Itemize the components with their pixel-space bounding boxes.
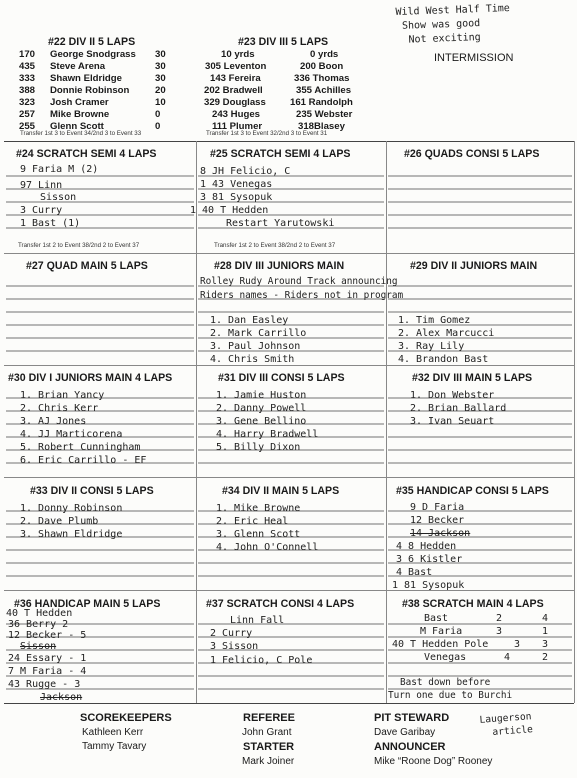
rider-a: 305 Leventon	[205, 61, 267, 72]
event37-title: #37 SCRATCH CONSI 4 LAPS	[206, 598, 355, 610]
pit-steward-label: PIT STEWARD	[374, 712, 450, 724]
place: 4	[504, 652, 511, 663]
entry: 5. Robert Cunningham	[20, 442, 141, 453]
entry: 2. Mark Carrillo	[210, 328, 307, 339]
event33-title: #33 DIV II CONSI 5 LAPS	[30, 485, 154, 497]
event30-title: #30 DIV I JUNIORS MAIN 4 LAPS	[8, 372, 173, 384]
position: 2	[542, 652, 549, 663]
entry: 2. Eric Heal	[216, 516, 289, 527]
entry: 97 Linn	[20, 180, 63, 191]
rider-a: 329 Douglass	[204, 97, 266, 108]
announcer-name: Mike “Roone Dog” Rooney	[374, 756, 493, 767]
entry: Restart Yarutowski	[226, 218, 335, 229]
margin-note-line: Laugerson	[479, 711, 532, 726]
entry: 3. AJ Jones	[20, 416, 87, 427]
rider-name: Glenn Scott	[50, 121, 104, 132]
rider-name: George Snodgrass	[50, 49, 136, 60]
position: 1	[542, 626, 549, 637]
entry: 3 Curry	[20, 205, 63, 216]
rider-name: Mike Browne	[50, 109, 110, 120]
margin-note	[479, 710, 533, 740]
column-divider	[386, 141, 387, 703]
entry: 1. Brian Yancy	[20, 390, 105, 401]
rider-a: 243 Huges	[212, 109, 260, 120]
entry: 2. Brian Ballard	[410, 403, 507, 414]
entry: 9 Faria M (2)	[20, 164, 99, 175]
entry: 1 81 Sysopuk	[392, 580, 465, 591]
rider-points: 10	[155, 97, 166, 108]
entry: 4. Brandon Bast	[398, 354, 489, 365]
starter-name: Mark Joiner	[242, 756, 295, 767]
entry: Jackson	[40, 692, 83, 703]
entry: 2. Chris Kerr	[20, 403, 99, 414]
position: 4	[542, 613, 549, 624]
rider-b: 0 yrds	[310, 49, 339, 60]
rider-b: 318Blasey	[298, 121, 345, 132]
section-divider	[4, 141, 574, 142]
announcing-note: Rolley Rudy Around Track announcing	[200, 276, 398, 287]
event28-title: #28 DIV III JUNIORS MAIN	[214, 260, 345, 272]
incident-note: Turn one due to Burchi	[388, 690, 513, 701]
entry: 1 Felicio, C Pole	[210, 655, 313, 666]
entry: 1. Jamie Huston	[216, 390, 307, 401]
scorekeeper-name: Tammy Tavary	[82, 741, 147, 752]
entry: 43 Rugge - 3	[8, 679, 81, 690]
entry: 14 Jackson	[410, 528, 471, 539]
entry: 4 Bast	[396, 567, 433, 578]
entry: 12 Becker	[410, 515, 465, 526]
entry: 1 43 Venegas	[200, 179, 273, 190]
entry: 36 Berry 2	[8, 619, 69, 630]
entry: 5. Billy Dixon	[216, 442, 301, 453]
entry: Sisson	[40, 192, 77, 203]
entry: 4. Harry Bradwell	[216, 429, 319, 440]
rider-name: Steve Arena	[50, 61, 106, 72]
rider-points: 0	[155, 121, 161, 132]
rider-name: Bast	[424, 613, 449, 624]
entry: 3 Sisson	[210, 641, 259, 652]
event24-title: #24 SCRATCH SEMI 4 LAPS	[16, 148, 157, 160]
annotation-top-right	[395, 2, 511, 48]
entry: 1. Don Webster	[410, 390, 495, 401]
rider-number: 257	[19, 109, 36, 120]
entry: 1. Mike Browne	[216, 503, 301, 514]
announcer-label: ANNOUNCER	[374, 741, 446, 753]
announcing-note: Riders names - Riders not in program	[200, 290, 404, 301]
entry: 40 T Hedden	[6, 608, 73, 619]
entry: 4. JJ Marticorena	[20, 429, 123, 440]
entry: Sisson	[20, 641, 57, 652]
rider-name: Venegas	[424, 652, 467, 663]
entry: 3 6 Kistler	[396, 554, 463, 565]
entry: 24 Essary - 1	[8, 653, 87, 664]
rider-number: 388	[19, 85, 36, 96]
rider-points: 0	[155, 109, 161, 120]
rider-b: 355 Achilles	[296, 85, 352, 96]
event23-transfer-note: Transfer 1st 3 to Event 32/2nd 3 to Event 31	[206, 130, 328, 137]
margin-note-line: article	[492, 724, 534, 738]
rider-points: 20	[155, 85, 166, 96]
entry: 4 8 Hedden	[396, 541, 457, 552]
rider-points: 30	[155, 61, 166, 72]
incident-note: Bast down before	[400, 677, 491, 688]
event26-title: #26 QUADS CONSI 5 LAPS	[404, 148, 540, 160]
column-divider	[574, 141, 575, 703]
rider-b: 235 Webster	[296, 109, 353, 120]
event25-transfer-note: Transfer 1st 2 to Event 38/2nd 2 to Event 37	[214, 242, 336, 249]
event36-title: #36 HANDICAP MAIN 5 LAPS	[14, 598, 161, 610]
entry: 9 D Faria	[410, 502, 465, 513]
rider-a: 10 yrds	[221, 49, 255, 60]
scorekeepers-label: SCOREKEEPERS	[80, 712, 172, 724]
referee-label: REFEREE	[243, 712, 295, 724]
section-divider	[4, 477, 574, 478]
entry: 3. Shawn Eldridge	[20, 529, 123, 540]
entry: 3. Gene Bellino	[216, 416, 307, 427]
entry: 7 M Faria - 4	[8, 666, 87, 677]
rider-name: Donnie Robinson	[50, 85, 130, 96]
rider-points: 30	[155, 73, 166, 84]
entry: 12 Becker - 5	[8, 630, 87, 641]
rider-number: 170	[19, 49, 36, 60]
entry: 1. Tim Gomez	[398, 315, 471, 326]
entry: 2. Dave Plumb	[20, 516, 99, 527]
rider-number: 323	[19, 97, 36, 108]
rider-a: 143 Fereira	[210, 73, 261, 84]
rider-b: 336 Thomas	[294, 73, 350, 84]
rider-number: 333	[19, 73, 36, 84]
section-divider	[4, 703, 574, 704]
rider-name: M Faria	[420, 626, 463, 637]
rider-number: 435	[19, 61, 36, 72]
event22-transfer-note: Transfer 1st 3 to Event 34/2nd 3 to Event 33	[20, 130, 142, 137]
annotation-line: Wild West Half Time	[395, 3, 511, 19]
event32-title: #32 DIV III MAIN 5 LAPS	[412, 372, 533, 384]
event22-title: #22 DIV II 5 LAPS	[48, 36, 136, 48]
entry: 4. John O'Connell	[216, 542, 319, 553]
rider-b: 161 Randolph	[290, 97, 353, 108]
pit-steward-name: Dave Garibay	[374, 727, 436, 738]
event29-title: #29 DIV II JUNIORS MAIN	[410, 260, 538, 272]
intermission-label: INTERMISSION	[434, 52, 514, 64]
place: 2	[496, 613, 503, 624]
rider-name: Josh Cramer	[50, 97, 109, 108]
entry: 2. Danny Powell	[216, 403, 307, 414]
event35-title: #35 HANDICAP CONSI 5 LAPS	[396, 485, 549, 497]
entry: 3 81 Sysopuk	[200, 192, 273, 203]
column-divider	[196, 141, 197, 703]
event38-title: #38 SCRATCH MAIN 4 LAPS	[402, 598, 544, 610]
rider-a: 202 Bradwell	[204, 85, 263, 96]
place: 3	[514, 639, 521, 650]
rider-b: 200 Boon	[300, 61, 344, 72]
entry: 1. Dan Easley	[210, 315, 289, 326]
entry: 1 40 T Hedden	[190, 205, 269, 216]
scorekeeper-name: Kathleen Kerr	[82, 727, 144, 738]
entry: 1 Bast (1)	[20, 218, 81, 229]
position: 3	[542, 639, 549, 650]
section-divider	[4, 365, 574, 366]
rider-points: 30	[155, 49, 166, 60]
entry: 4. Chris Smith	[210, 354, 295, 365]
rider-a: 111 Plumer	[212, 121, 263, 132]
event25-title: #25 SCRATCH SEMI 4 LAPS	[210, 148, 351, 160]
entry: Linn Fall	[230, 615, 285, 626]
rider-name: 40 T Hedden Pole	[392, 639, 489, 650]
entry: 3. Glenn Scott	[216, 529, 301, 540]
entry: 8 JH Felicio, C	[200, 166, 291, 177]
entry: 3. Paul Johnson	[210, 341, 301, 352]
section-divider	[4, 253, 574, 254]
annotation-line: Not exciting	[408, 32, 481, 46]
event34-title: #34 DIV II MAIN 5 LAPS	[222, 485, 340, 497]
entry: 2. Alex Marcucci	[398, 328, 495, 339]
event23-title: #23 DIV III 5 LAPS	[238, 36, 329, 48]
annotation-line: Show was good	[401, 18, 481, 32]
section-divider	[4, 590, 574, 591]
event27-title: #27 QUAD MAIN 5 LAPS	[26, 260, 148, 272]
event24-transfer-note: Transfer 1st 2 to Event 38/2nd 2 to Event 37	[18, 242, 140, 249]
rider-number: 255	[19, 121, 36, 132]
starter-label: STARTER	[243, 741, 295, 753]
entry: 2 Curry	[210, 628, 253, 639]
rider-name: Shawn Eldridge	[50, 73, 122, 84]
place: 3	[496, 626, 503, 637]
event31-title: #31 DIV III CONSI 5 LAPS	[218, 372, 345, 384]
entry: 6. Eric Carrillo - EF	[20, 455, 147, 466]
referee-name: John Grant	[242, 727, 292, 738]
entry: 1. Donny Robinson	[20, 503, 123, 514]
entry: 3. Ivan Seuart	[410, 416, 495, 427]
entry: 3. Ray Lily	[398, 341, 465, 352]
